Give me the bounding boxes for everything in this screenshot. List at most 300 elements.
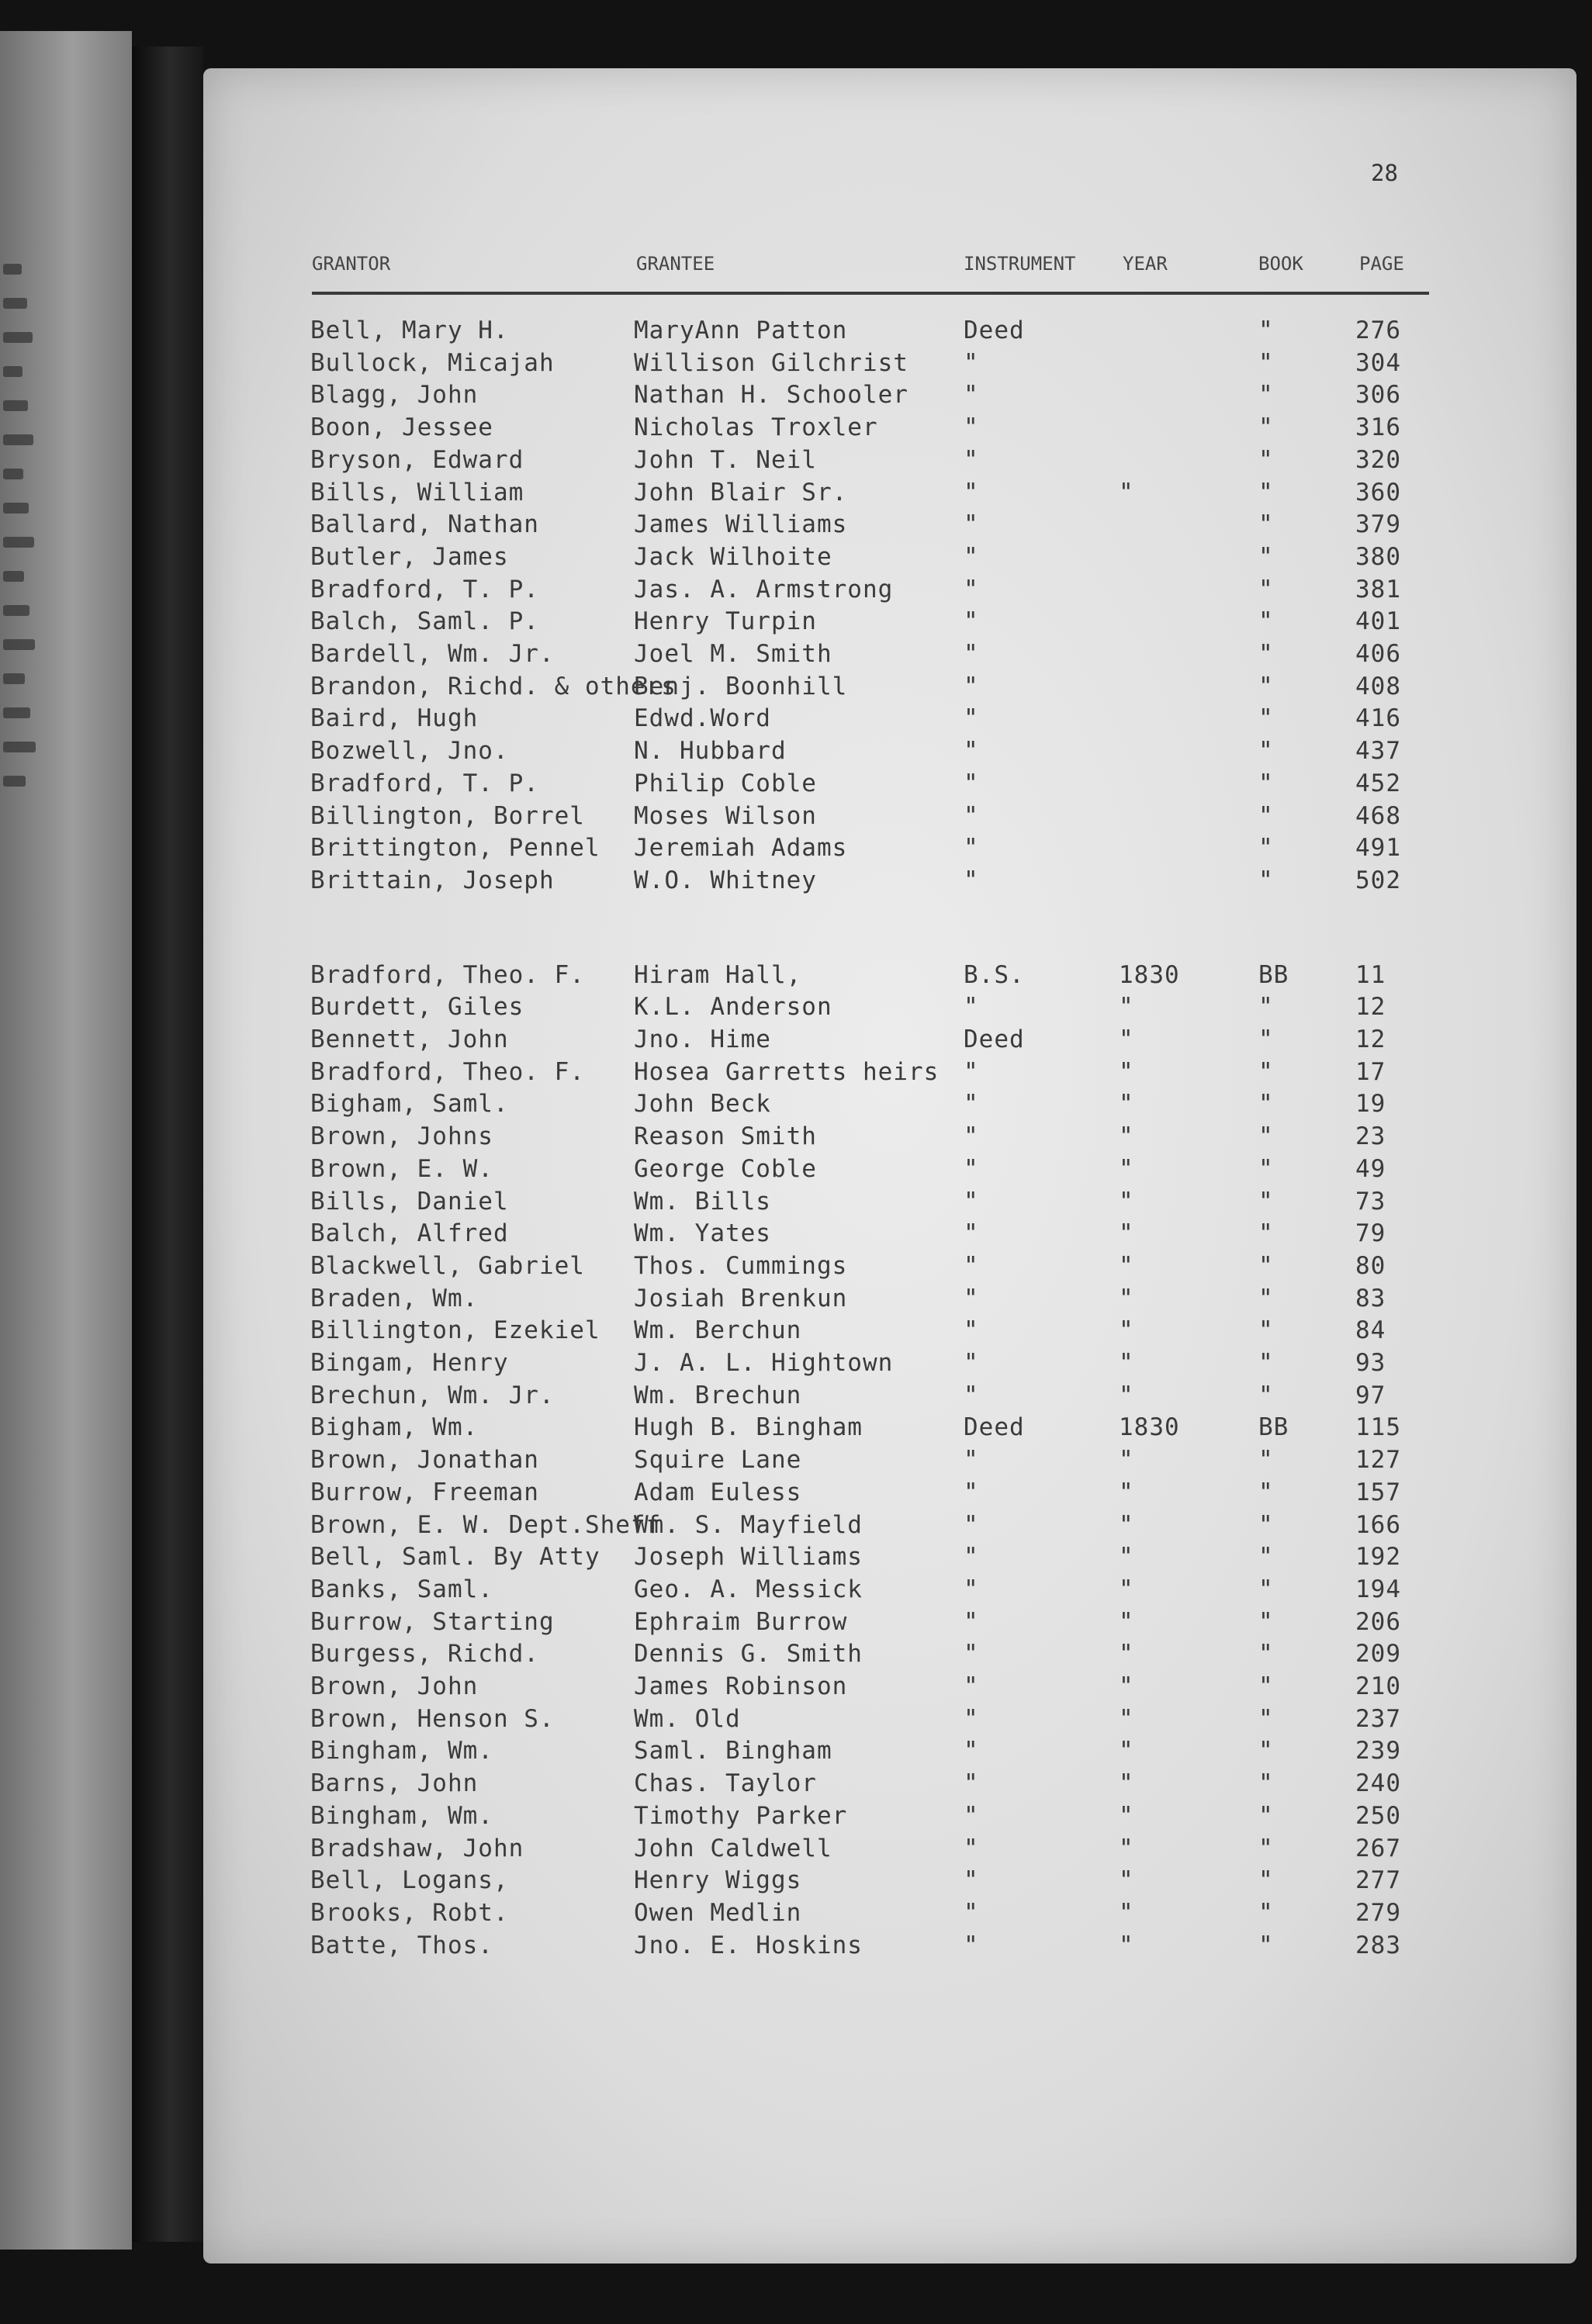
cell-book: BB — [1258, 960, 1289, 989]
table-row — [203, 1511, 1576, 1542]
cell-instrument: Deed — [964, 1413, 1025, 1442]
table-row — [203, 607, 1576, 638]
cell-grantor: Brandon, Richd. & others — [310, 672, 677, 700]
cell-grantor: Brown, Henson S. — [310, 1704, 555, 1733]
cell-book: " — [1258, 769, 1274, 797]
table-row — [203, 381, 1576, 412]
facing-page-fragment — [3, 673, 50, 700]
cell-instrument: " — [964, 834, 979, 863]
cell-instrument: " — [964, 1284, 979, 1312]
facing-page-fragment — [3, 400, 50, 427]
cell-instrument: " — [964, 993, 979, 1022]
facing-page-fragment — [3, 776, 50, 802]
cell-book: " — [1258, 1510, 1274, 1539]
cell-grantor: Burgess, Richd. — [310, 1640, 539, 1669]
cell-year: " — [1119, 478, 1134, 507]
table-row — [203, 1446, 1576, 1477]
cell-instrument: " — [964, 866, 979, 894]
table-row — [203, 1285, 1576, 1316]
cell-book: " — [1258, 542, 1274, 571]
table-row — [203, 1252, 1576, 1283]
cell-page: 279 — [1355, 1898, 1401, 1927]
cell-grantee: Wm. Berchun — [634, 1316, 802, 1345]
cell-book: " — [1258, 704, 1274, 733]
cell-instrument: " — [964, 1898, 979, 1927]
table-row — [203, 1155, 1576, 1186]
cell-grantee: Owen Medlin — [634, 1898, 802, 1927]
header-grantor: GRANTOR — [312, 253, 391, 275]
cell-instrument: " — [964, 1866, 979, 1895]
cell-grantee: John Blair Sr. — [634, 478, 848, 507]
cell-book: " — [1258, 348, 1274, 377]
table-row — [203, 1737, 1576, 1768]
cell-page: 17 — [1355, 1057, 1386, 1086]
cell-grantee: Benj. Boonhill — [634, 672, 848, 700]
cell-grantor: Bozwell, Jno. — [310, 737, 509, 766]
table-row — [203, 349, 1576, 380]
cell-grantee: Jeremiah Adams — [634, 834, 848, 863]
cell-instrument: " — [964, 704, 979, 733]
cell-book: " — [1258, 1446, 1274, 1475]
facing-page-fragment — [3, 434, 50, 461]
cell-grantor: Brown, Jonathan — [310, 1446, 539, 1475]
cell-instrument: " — [964, 1607, 979, 1636]
cell-instrument: " — [964, 769, 979, 797]
cell-page: 406 — [1355, 640, 1401, 668]
cell-instrument: " — [964, 672, 979, 700]
cell-book: " — [1258, 1478, 1274, 1506]
table-row — [203, 737, 1576, 768]
facing-page-edge — [0, 31, 132, 2250]
cell-page: 437 — [1355, 737, 1401, 766]
table-row — [203, 673, 1576, 704]
cell-grantee: Jas. A. Armstrong — [634, 575, 894, 603]
cell-grantor: Brown, Johns — [310, 1122, 493, 1151]
cell-grantee: Hiram Hall, — [634, 960, 802, 989]
cell-book: " — [1258, 510, 1274, 539]
cell-grantor: Bradford, Theo. F. — [310, 960, 585, 989]
cell-instrument: " — [964, 1057, 979, 1086]
cell-grantee: J. A. L. Hightown — [634, 1349, 894, 1377]
cell-instrument: " — [964, 1672, 979, 1700]
cell-grantee: Edwd.Word — [634, 704, 771, 733]
table-row — [203, 1835, 1576, 1866]
cell-page: 84 — [1355, 1316, 1386, 1345]
cell-year: " — [1119, 1801, 1134, 1830]
cell-page: 80 — [1355, 1251, 1386, 1280]
cell-page: 320 — [1355, 445, 1401, 474]
facing-page-fragment — [3, 298, 50, 324]
cell-grantor: Braden, Wm. — [310, 1284, 479, 1312]
cell-instrument: " — [964, 801, 979, 830]
cell-year: " — [1119, 1607, 1134, 1636]
facing-page-fragment — [3, 639, 50, 666]
cell-page: 491 — [1355, 834, 1401, 863]
cell-book: " — [1258, 737, 1274, 766]
table-row — [203, 640, 1576, 671]
facing-page-fragment — [3, 571, 50, 597]
cell-year: " — [1119, 993, 1134, 1022]
book-gutter — [132, 47, 203, 2242]
cell-instrument: " — [964, 607, 979, 636]
table-row — [203, 479, 1576, 510]
cell-instrument: " — [964, 542, 979, 571]
cell-year: " — [1119, 1284, 1134, 1312]
table-row — [203, 413, 1576, 444]
table-row — [203, 1866, 1576, 1897]
cell-grantor: Burrow, Freeman — [310, 1478, 539, 1506]
cell-grantee: Joel M. Smith — [634, 640, 832, 668]
table-row — [203, 866, 1576, 897]
cell-page: 97 — [1355, 1381, 1386, 1409]
cell-year: " — [1119, 1704, 1134, 1733]
cell-grantee: Nathan H. Schooler — [634, 381, 908, 410]
cell-grantor: Bell, Logans, — [310, 1866, 509, 1895]
cell-grantor: Batte, Thos. — [310, 1931, 493, 1959]
cell-book: BB — [1258, 1413, 1289, 1442]
cell-page: 12 — [1355, 993, 1386, 1022]
facing-page-fragment — [3, 503, 50, 529]
cell-year: " — [1119, 1316, 1134, 1345]
cell-grantee: Moses Wilson — [634, 801, 817, 830]
cell-grantor: Banks, Saml. — [310, 1575, 493, 1603]
table-row — [203, 1931, 1576, 1963]
table-row — [203, 1090, 1576, 1121]
cell-grantee: James Williams — [634, 510, 848, 539]
cell-instrument: " — [964, 1478, 979, 1506]
cell-book: " — [1258, 1219, 1274, 1248]
cell-book: " — [1258, 413, 1274, 442]
cell-page: 381 — [1355, 575, 1401, 603]
cell-grantor: Billington, Ezekiel — [310, 1316, 600, 1345]
cell-grantor: Boon, Jessee — [310, 413, 493, 442]
cell-grantee: Hugh B. Bingham — [634, 1413, 863, 1442]
cell-page: 401 — [1355, 607, 1401, 636]
cell-grantee: Dennis G. Smith — [634, 1640, 863, 1669]
cell-grantee: Squire Lane — [634, 1446, 802, 1475]
cell-grantee: Wm. Brechun — [634, 1381, 802, 1409]
cell-grantee: Hosea Garretts heirs — [634, 1057, 940, 1086]
cell-year: " — [1119, 1575, 1134, 1603]
header-page: PAGE — [1359, 253, 1404, 275]
cell-page: 306 — [1355, 381, 1401, 410]
cell-page: 210 — [1355, 1672, 1401, 1700]
table-row — [203, 1769, 1576, 1800]
cell-page: 408 — [1355, 672, 1401, 700]
cell-grantor: Bills, Daniel — [310, 1187, 509, 1216]
cell-grantor: Brown, John — [310, 1672, 479, 1700]
cell-grantor: Bradford, T. P. — [310, 769, 539, 797]
cell-page: 250 — [1355, 1801, 1401, 1830]
cell-page: 73 — [1355, 1187, 1386, 1216]
cell-grantee: Willison Gilchrist — [634, 348, 908, 377]
cell-grantee: Reason Smith — [634, 1122, 817, 1151]
table-row — [203, 1802, 1576, 1833]
table-row — [203, 1478, 1576, 1510]
cell-grantor: Bardell, Wm. Jr. — [310, 640, 555, 668]
cell-grantee: Timothy Parker — [634, 1801, 848, 1830]
cell-book: " — [1258, 1801, 1274, 1830]
facing-page-fragment — [3, 469, 50, 495]
cell-book: " — [1258, 1187, 1274, 1216]
cell-grantor: Bryson, Edward — [310, 445, 524, 474]
cell-instrument: " — [964, 445, 979, 474]
cell-grantee: Ephraim Burrow — [634, 1607, 848, 1636]
cell-grantee: Chas. Taylor — [634, 1769, 817, 1798]
cell-grantor: Burrow, Starting — [310, 1607, 555, 1636]
cell-instrument: " — [964, 737, 979, 766]
cell-book: " — [1258, 1349, 1274, 1377]
cell-grantee: Philip Coble — [634, 769, 817, 797]
cell-instrument: " — [964, 1122, 979, 1151]
cell-instrument: " — [964, 1154, 979, 1183]
cell-grantor: Brooks, Robt. — [310, 1898, 509, 1927]
table-row — [203, 1219, 1576, 1250]
cell-book: " — [1258, 316, 1274, 344]
cell-book: " — [1258, 1251, 1274, 1280]
cell-year: " — [1119, 1219, 1134, 1248]
facing-page-fragment — [3, 605, 50, 631]
cell-grantee: James Robinson — [634, 1672, 848, 1700]
table-header — [312, 253, 1437, 279]
cell-year: " — [1119, 1154, 1134, 1183]
table-row — [203, 961, 1576, 992]
cell-page: 276 — [1355, 316, 1401, 344]
cell-grantee: George Coble — [634, 1154, 817, 1183]
cell-book: " — [1258, 1931, 1274, 1959]
cell-instrument: " — [964, 1704, 979, 1733]
cell-page: 304 — [1355, 348, 1401, 377]
cell-grantor: Brown, E. W. — [310, 1154, 493, 1183]
cell-year: " — [1119, 1090, 1134, 1119]
cell-year: " — [1119, 1057, 1134, 1086]
cell-instrument: " — [964, 640, 979, 668]
cell-page: 11 — [1355, 960, 1386, 989]
cell-page: 115 — [1355, 1413, 1401, 1442]
cell-book: " — [1258, 1381, 1274, 1409]
table-row — [203, 1543, 1576, 1574]
cell-page: 416 — [1355, 704, 1401, 733]
cell-page: 79 — [1355, 1219, 1386, 1248]
cell-page: 277 — [1355, 1866, 1401, 1895]
cell-instrument: " — [964, 1251, 979, 1280]
table-row — [203, 1672, 1576, 1703]
cell-page: 83 — [1355, 1284, 1386, 1312]
cell-instrument: " — [964, 575, 979, 603]
facing-page-fragment — [3, 537, 50, 563]
table-row — [203, 704, 1576, 735]
table-row — [203, 446, 1576, 477]
header-year: YEAR — [1123, 253, 1168, 275]
cell-book: " — [1258, 866, 1274, 894]
cell-book: " — [1258, 1543, 1274, 1572]
ledger-page — [203, 68, 1576, 2263]
cell-year: " — [1119, 1898, 1134, 1927]
cell-year: " — [1119, 1769, 1134, 1798]
cell-page: 209 — [1355, 1640, 1401, 1669]
table-row — [203, 1575, 1576, 1606]
cell-book: " — [1258, 575, 1274, 603]
cell-instrument: " — [964, 1510, 979, 1539]
cell-instrument: " — [964, 1801, 979, 1830]
cell-book: " — [1258, 801, 1274, 830]
cell-grantor: Butler, James — [310, 542, 509, 571]
cell-grantor: Bradshaw, John — [310, 1834, 524, 1862]
table-row — [203, 1899, 1576, 1930]
cell-instrument: " — [964, 1381, 979, 1409]
cell-grantor: Balch, Saml. P. — [310, 607, 539, 636]
cell-page: 468 — [1355, 801, 1401, 830]
cell-grantee: MaryAnn Patton — [634, 316, 848, 344]
cell-book: " — [1258, 1607, 1274, 1636]
facing-page-fragment — [3, 707, 50, 734]
cell-instrument: " — [964, 381, 979, 410]
facing-page-fragment — [3, 264, 50, 290]
cell-year: " — [1119, 1737, 1134, 1765]
cell-book: " — [1258, 381, 1274, 410]
cell-grantee: Nicholas Troxler — [634, 413, 878, 442]
cell-grantee: Thos. Cummings — [634, 1251, 848, 1280]
cell-page: 166 — [1355, 1510, 1401, 1539]
cell-page: 379 — [1355, 510, 1401, 539]
cell-grantor: Bigham, Wm. — [310, 1413, 479, 1442]
cell-page: 19 — [1355, 1090, 1386, 1119]
cell-grantor: Brown, E. W. Dept.Sheff — [310, 1510, 662, 1539]
cell-grantee: Henry Turpin — [634, 607, 817, 636]
cell-year: " — [1119, 1640, 1134, 1669]
cell-grantee: Saml. Bingham — [634, 1737, 832, 1765]
cell-book: " — [1258, 607, 1274, 636]
cell-instrument: " — [964, 1219, 979, 1248]
cell-instrument: " — [964, 1769, 979, 1798]
cell-page: 93 — [1355, 1349, 1386, 1377]
cell-page: 206 — [1355, 1607, 1401, 1636]
cell-grantor: Billington, Borrel — [310, 801, 585, 830]
cell-year: " — [1119, 1349, 1134, 1377]
cell-grantee: Jack Wilhoite — [634, 542, 832, 571]
table-row — [203, 1705, 1576, 1736]
cell-grantee: Wm. Yates — [634, 1219, 771, 1248]
cell-page: 380 — [1355, 542, 1401, 571]
cell-instrument: " — [964, 1446, 979, 1475]
cell-grantee: K.L. Anderson — [634, 993, 832, 1022]
cell-grantee: Wm. Old — [634, 1704, 741, 1733]
facing-page-text-fragments — [3, 256, 50, 805]
table-row — [203, 1188, 1576, 1219]
cell-book: " — [1258, 478, 1274, 507]
header-underline — [312, 292, 1429, 295]
cell-page: 239 — [1355, 1737, 1401, 1765]
header-book: BOOK — [1258, 253, 1303, 275]
cell-grantor: Bingam, Henry — [310, 1349, 509, 1377]
scan-bottom-border — [0, 2263, 1592, 2324]
cell-book: " — [1258, 1866, 1274, 1895]
table-row — [203, 834, 1576, 865]
cell-grantor: Balch, Alfred — [310, 1219, 509, 1248]
cell-grantee: Wm. S. Mayfield — [634, 1510, 863, 1539]
facing-page-fragment — [3, 742, 50, 768]
cell-book: " — [1258, 1769, 1274, 1798]
cell-book: " — [1258, 1122, 1274, 1151]
cell-grantee: W.O. Whitney — [634, 866, 817, 894]
cell-book: " — [1258, 640, 1274, 668]
cell-grantor: Bullock, Micajah — [310, 348, 555, 377]
cell-instrument: " — [964, 1931, 979, 1959]
cell-grantor: Ballard, Nathan — [310, 510, 539, 539]
table-row — [203, 316, 1576, 348]
table-row — [203, 769, 1576, 801]
cell-book: " — [1258, 1575, 1274, 1603]
cell-year: " — [1119, 1187, 1134, 1216]
cell-page: 240 — [1355, 1769, 1401, 1798]
table-row — [203, 993, 1576, 1024]
cell-instrument: " — [964, 1640, 979, 1669]
cell-grantor: Bradford, Theo. F. — [310, 1057, 585, 1086]
cell-book: " — [1258, 1154, 1274, 1183]
table-row — [203, 1382, 1576, 1413]
cell-year: " — [1119, 1122, 1134, 1151]
cell-instrument: " — [964, 413, 979, 442]
cell-book: " — [1258, 1898, 1274, 1927]
cell-grantor: Bingham, Wm. — [310, 1737, 493, 1765]
cell-grantor: Blagg, John — [310, 381, 479, 410]
cell-grantor: Baird, Hugh — [310, 704, 479, 733]
cell-page: 316 — [1355, 413, 1401, 442]
cell-instrument: " — [964, 1090, 979, 1119]
cell-grantee: Joseph Williams — [634, 1543, 863, 1572]
cell-year: " — [1119, 1478, 1134, 1506]
cell-grantee: Henry Wiggs — [634, 1866, 802, 1895]
cell-instrument: Deed — [964, 316, 1025, 344]
cell-book: " — [1258, 1704, 1274, 1733]
facing-page-fragment — [3, 366, 50, 393]
cell-year: " — [1119, 1543, 1134, 1572]
cell-grantor: Burdett, Giles — [310, 993, 524, 1022]
cell-year: 1830 — [1119, 1413, 1180, 1442]
cell-year: " — [1119, 1510, 1134, 1539]
cell-grantor: Bennett, John — [310, 1025, 509, 1053]
table-row — [203, 1349, 1576, 1380]
cell-grantor: Bigham, Saml. — [310, 1090, 509, 1119]
cell-page: 283 — [1355, 1931, 1401, 1959]
facing-page-fragment — [3, 332, 50, 358]
cell-instrument: " — [964, 348, 979, 377]
cell-instrument: B.S. — [964, 960, 1025, 989]
cell-grantee: Jno. Hime — [634, 1025, 771, 1053]
cell-year: 1830 — [1119, 960, 1180, 989]
cell-year: " — [1119, 1251, 1134, 1280]
table-row — [203, 1316, 1576, 1347]
cell-grantee: Wm. Bills — [634, 1187, 771, 1216]
cell-instrument: " — [964, 478, 979, 507]
cell-book: " — [1258, 1672, 1274, 1700]
table-row — [203, 1413, 1576, 1444]
cell-page: 127 — [1355, 1446, 1401, 1475]
cell-grantor: Brittington, Pennel — [310, 834, 600, 863]
cell-book: " — [1258, 993, 1274, 1022]
table-row — [203, 802, 1576, 833]
cell-grantor: Bradford, T. P. — [310, 575, 539, 603]
cell-grantor: Brechun, Wm. Jr. — [310, 1381, 555, 1409]
cell-year: " — [1119, 1025, 1134, 1053]
cell-grantee: Jno. E. Hoskins — [634, 1931, 863, 1959]
page-number: 28 — [1371, 160, 1398, 186]
cell-instrument: " — [964, 1187, 979, 1216]
table-row — [203, 543, 1576, 574]
table-row — [203, 1025, 1576, 1057]
cell-grantee: John Caldwell — [634, 1834, 832, 1862]
header-instrument: INSTRUMENT — [964, 253, 1076, 275]
